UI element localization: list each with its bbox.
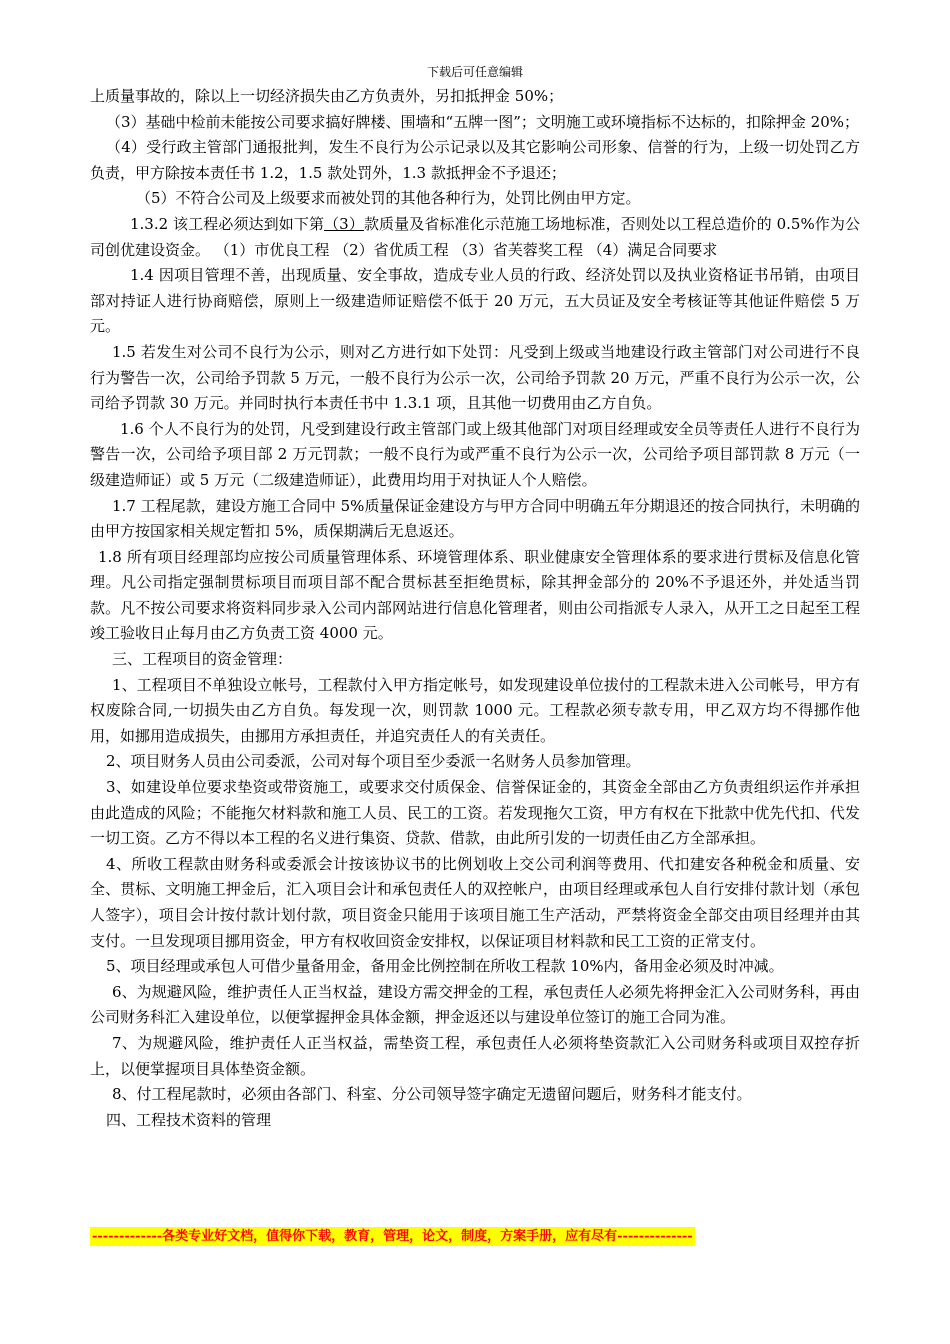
paragraph: 1.7 工程尾款，建设方施工合同中 5%质量保证金建设方与甲方合同中明确五年分期退还的按合同执行，未明确的由甲方按国家相关规定暂扣 5%，质保期满后无息返还。 [90, 496, 860, 541]
paragraph: 2、项目财务人员由公司委派，公司对每个项目至少委派一名财务人员参加管理。 [106, 752, 641, 771]
paragraph-quality-standard [90, 212, 860, 263]
paragraph: 4、所收工程款由财务科或委派会计按该协议书的比例划收上交公司利润等费用、代扣建安各种税金和质量、安全、贯标、文明施工押金后，汇入项目会计和承包责任人的双控帐户，由项目经理或承包人自行安排付款计划（承包人签字），项目会计按付款计划付款，项目资金只能用于该项目施工生产活动，严禁将资金全部交由项目经理并由其支付。一旦发现项目挪用资金，甲方有权收回资金安排权，以保证项目材料款和民工工资的正常支付。 [90, 854, 860, 950]
paragraph: 1.4 因项目管理不善，出现质量、安全事故，造成专业人员的行政、经济处罚以及执业资格证书吊销，由项目部对持证人进行协商赔偿，原则上一级建造师证赔偿不低于 20 万元，五大员证及安全考核证等其他证件赔偿 5 万元。 [90, 266, 860, 336]
paragraph: 8、付工程尾款时，必须由各部门、科室、分公司领导签字确定无遗留问题后，财务科才能支付。 [112, 1085, 752, 1104]
paragraph: （4）受行政主管部门通报批判，发生不良行为公示记录以及其它影响公司形象、信誉的行为，上级一切处罚乙方负责，甲方除按本责任书 1.2，1.5 款处罚外，1.3 款抵押金不予退还； [90, 138, 860, 182]
paragraph-text: 款质量及省标准化示范施工场地标准，否则处以工程总造价的 0.5%作为公司创优建设资金。 （1）市优良工程 （2）省优质工程 （3）省芙蓉奖工程 （4）满足合同要求 [90, 214, 861, 259]
paragraph: 1、工程项目不单独设立帐号，工程款付入甲方指定帐号，如发现建设单位拔付的工程款未进入公司帐号，甲方有权废除合同,一切损失由乙方自负。每发现一次，则罚款 1000 元。工程款必须专款专用，甲乙双方均不得挪作他用，如挪用造成损失，由挪用方承担责任，并追究责任人的有关责任。 [90, 675, 860, 745]
underlined-choice: （3） [324, 214, 364, 233]
document-body [90, 84, 860, 1133]
paragraph: 1.8 所有项目经理部均应按公司质量管理体系、环境管理体系、职业健康安全管理体系的要求进行贯标及信息化管理。凡公司指定强制贯标项目而项目部不配合贯标甚至拒绝贯标，除其押金部分的 20%不予退还外，并处适当罚款。凡不按公司要求将资料同步录入公司内部网站进行信息化管理者，则由公司指派专人录入，从开工之日起至工程竣工验收日止每月由乙方负责工资 4000 元。 [90, 547, 860, 643]
paragraph: （5）不符合公司及上级要求而被处罚的其他各种行为，处罚比例由甲方定。 [136, 189, 641, 208]
paragraph: 5、项目经理或承包人可借少量备用金，备用金比例控制在所收工程款 10%内，备用金必须及时冲减。 [106, 957, 784, 976]
page-header: 下载后可任意编辑 [426, 65, 523, 79]
paragraph: （3）基础中检前未能按公司要求搞好牌楼、围墙和“五牌一图”；文明施工或环境指标不达标的，扣除押金 20%； [106, 112, 859, 131]
footer-banner: -------------各类专业好文档，值得你下载，教育，管理，论文，制度，方案手册，应有尽有-------------- [92, 1229, 693, 1244]
paragraph: 6、为规避风险，维护责任人正当权益，建设方需交押金的工程，承包责任人必须先将押金汇入公司财务科，再由公司财务科汇入建设单位，以便掌握押金具体金额，押金返还以与建设单位签订的施工合同为准。 [90, 982, 860, 1027]
paragraph: 1.6 个人不良行为的处罚，凡受到建设行政主管部门或上级其他部门对项目经理或安全员等责任人进行不良行为警告一次，公司给予项目部 2 万元罚款；一般不良行为或严重不良行为公示一次，公司给予项目部罚款 8 万元（一级建造师证）或 5 万元（二级建造师证），此费用均用于对执证人个人赔偿。 [90, 419, 860, 489]
paragraph-text: 1.3.2 该工程必须达到如下第 [130, 214, 325, 233]
section-heading: 三、工程项目的资金管理： [112, 650, 293, 669]
paragraph: 上质量事故的，除以上一切经济损失由乙方负责外，另扣抵押金 50%； [90, 87, 564, 105]
paragraph: 1.5 若发生对公司不良行为公示，则对乙方进行如下处罚：凡受到上级或当地建设行政主管部门对公司进行不良行为警告一次，公司给予罚款 5 万元，一般不良行为公示一次，公司给予罚款 20 万元，严重不良行为公示一次，公司给予罚款 30 万元。并同时执行本责任书中 1.3.1 项，且其他一切费用由乙方自负。 [90, 342, 860, 413]
paragraph: 7、为规避风险，维护责任人正当权益，需垫资工程，承包责任人必须将垫资款汇入公司财务科或项目双控存折上，以便掌握项目具体垫资金额。 [90, 1033, 860, 1078]
section-heading: 四、工程技术资料的管理 [106, 1110, 272, 1129]
paragraph: 3、如建设单位要求垫资或带资施工，或要求交付质保金、信誉保证金的，其资金全部由乙方负责组织运作并承担由此造成的风险；不能拖欠材料款和施工人员、民工的工资。若发现拖欠工资，甲方有权在下批款中优先代扣、代发一切工资。乙方不得以本工程的名义进行集资、贷款、借款，由此所引发的一切责任由乙方全部承担。 [90, 778, 860, 848]
